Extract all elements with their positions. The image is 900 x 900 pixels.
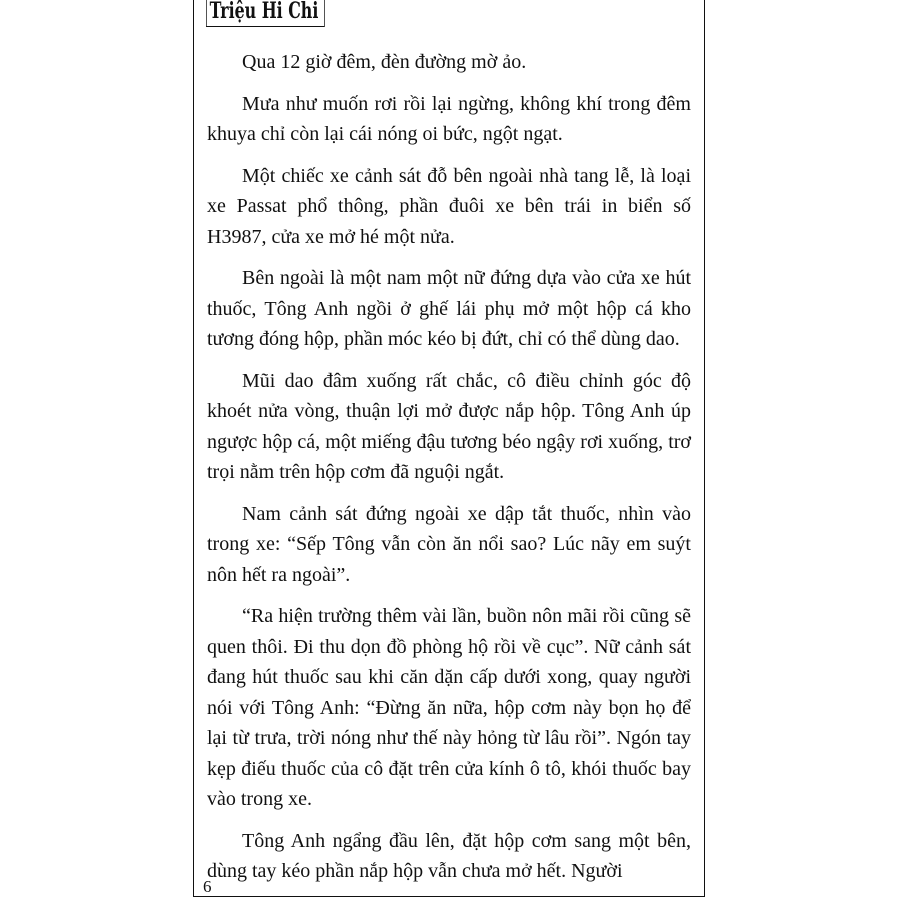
page-text-body [207, 47, 691, 898]
paragraph: Mũi dao đâm xuống rất chắc, cô điều chỉnh góc độ khoét nửa vòng, thuận lợi mở được nắp hộp. Tông Anh úp ngược hộp cá, một miếng đậu tương béo ngậy rơi xuống, trơ trọi nằm trên hộp cơm đã nguội ngắt. [207, 369, 691, 483]
paragraph: Bên ngoài là một nam một nữ đứng dựa vào cửa xe hút thuốc, Tông Anh ngồi ở ghế lái phụ mở một hộp cá kho tương đóng hộp, phần móc kéo bị đứt, chỉ có thể dùng dao. [207, 267, 691, 350]
running-header-title: Triệu Hi Chi [206, 0, 325, 27]
page-number: 6 [203, 877, 212, 896]
paragraph: Qua 12 giờ đêm, đèn đường mờ ảo. [242, 51, 527, 73]
paragraph: Nam cảnh sát đứng ngoài xe dập tắt thuốc, nhìn vào trong xe: “Sếp Tông vẫn còn ăn nổi sao? Lúc nãy em suýt nôn hết ra ngoài”. [207, 502, 691, 586]
paragraph: Tông Anh ngẩng đầu lên, đặt hộp cơm sang một bên, dùng tay kéo phần nắp hộp vẫn chưa mở hết. Người [207, 829, 691, 882]
paragraph: “Ra hiện trường thêm vài lần, buồn nôn mãi rồi cũng sẽ quen thôi. Đi thu dọn đồ phòng hộ rồi về cục”. Nữ cảnh sát đang hút thuốc sau khi căn dặn cấp dưới xong, quay người nói với Tông Anh: “Đừng ăn nữa, hộp cơm này bọn họ để lại từ trưa, trời nóng như thế này hỏng từ lâu rồi”. Ngón tay kẹp điếu thuốc của cô đặt trên cửa kính ô tô, khói thuốc bay vào trong xe. [207, 605, 691, 810]
paragraph: Một chiếc xe cảnh sát đỗ bên ngoài nhà tang lễ, là loại xe Passat phổ thông, phần đuôi xe bên trái in biển số H3987, cửa xe mở hé một nửa. [207, 164, 691, 248]
paragraph: Mưa như muốn rơi rồi lại ngừng, không khí trong đêm khuya chỉ còn lại cái nóng oi bức, ngột ngạt. [207, 92, 691, 145]
